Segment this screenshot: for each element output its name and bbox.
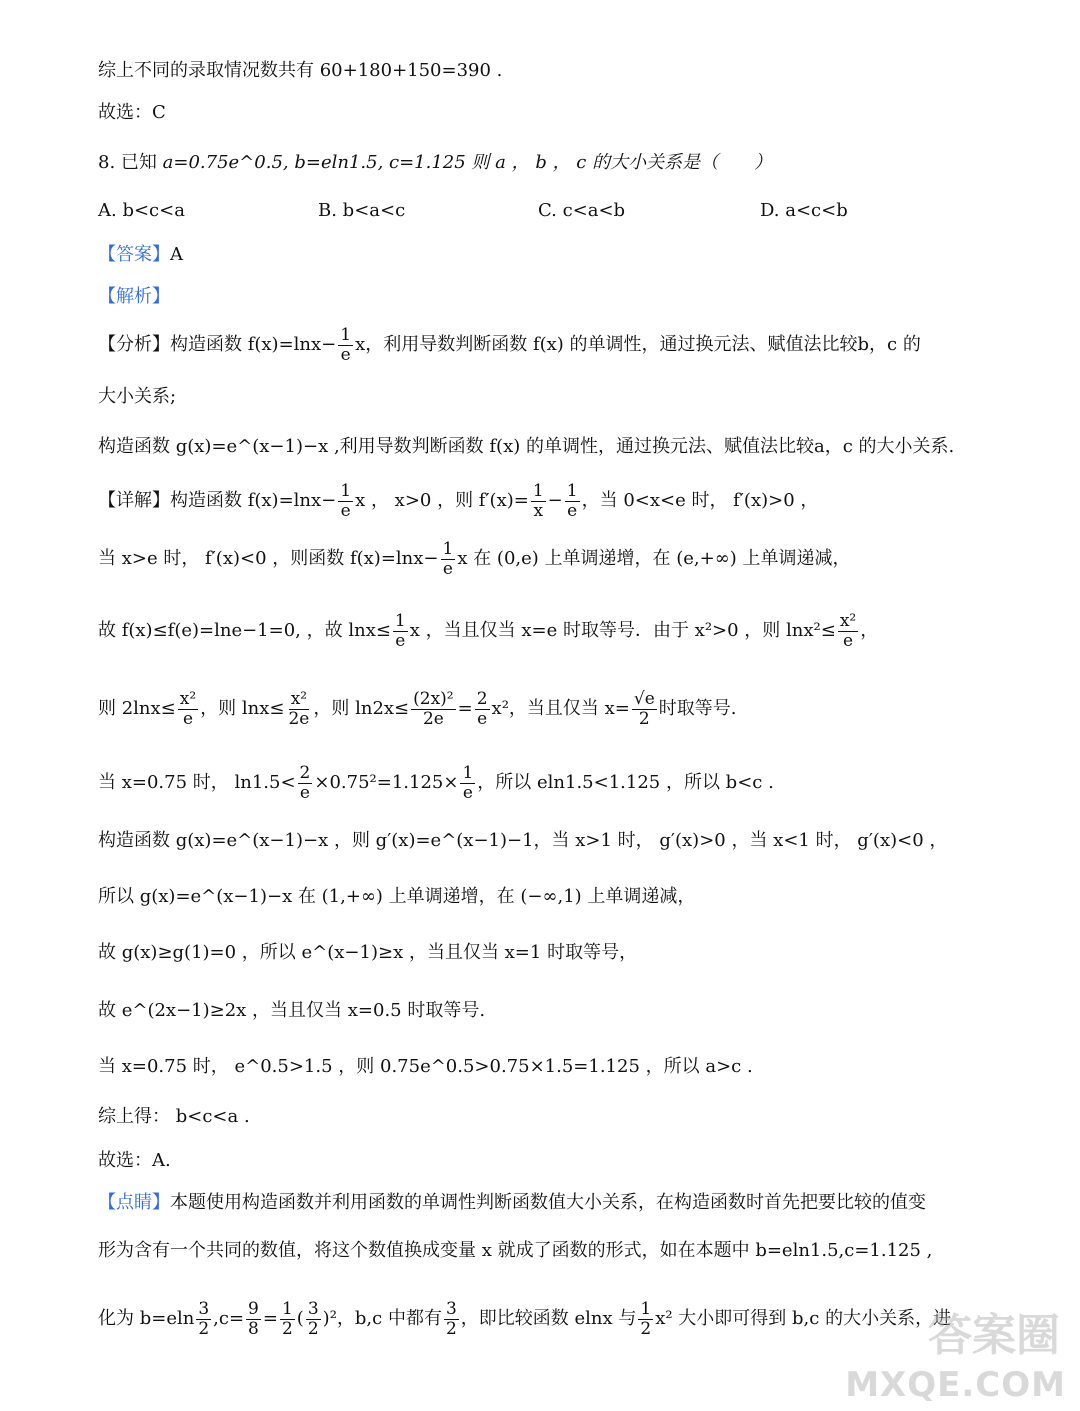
watermark-logo: 答案圈 bbox=[928, 1310, 1060, 1361]
dianjing-line-1: 【点睛】本题使用构造函数并利用函数的单调性判断函数值大小关系，在构造函数时首先把要比较的值变 bbox=[98, 1192, 926, 1213]
fraction: $\frac{3}{2}$ bbox=[198, 1299, 210, 1339]
inequality-line-2: 则 2lnx≤ $\frac{\text{x²}}{e}$ ，则 lnx≤ $\frac{\text{x²}}{2e}$ ，则 ln2x≤ $\frac{\text{(2x)²}}{2e}$ = $\frac{2}{e}$ x²，当且仅当 x= $\frac{√e}{2}$ 时取等号. bbox=[98, 689, 737, 729]
fraction: $\frac{1}{e}$ bbox=[394, 611, 406, 651]
fraction: $\frac{2}{e}$ bbox=[299, 763, 311, 803]
fraction: $\frac{\text{x²}}{e}$ bbox=[179, 689, 197, 729]
question-8: 8. 已知 a=0.75e^0.5, b=eln1.5, c=1.125 则 a ， b ， c 的大小关系是（ ） bbox=[98, 152, 773, 173]
g-ineq-line-2: 故 e^(2x−1)≥2x ，当且仅当 x=0.5 时取等号. bbox=[98, 1000, 486, 1021]
answer-value: A bbox=[170, 244, 183, 265]
dianjing-line-3: 化为 b=eln $\frac{3}{2}$ ,c= $\frac{9}{8}$ = $\frac{1}{2}$ ( $\frac{3}{2}$ )²，b,c 中都有 $\frac{3}{2}$ ，即比较函数 elnx 与 $\frac{1}{2}$ x² 大小即可得到 b,c 的大小关系，进 bbox=[98, 1299, 952, 1339]
fenxi-line-2: 大小关系; bbox=[98, 386, 177, 407]
fraction: $\frac{\text{x²}}{e}$ bbox=[839, 611, 857, 651]
compare-ac-line: 当 x=0.75 时， e^0.5>1.5 ，则 0.75e^0.5>0.75×1.5=1.125 ，所以 a>c . bbox=[98, 1056, 753, 1077]
fraction: $\frac{1}{e}$ bbox=[462, 763, 474, 803]
answer-tag: 【答案】 bbox=[98, 244, 170, 265]
g-ineq-line: 故 g(x)≥g(1)=0 ，所以 e^(x−1)≥x ，当且仅当 x=1 时取等号， bbox=[98, 942, 638, 963]
g-construct-line: 构造函数 g(x)=e^(x−1)−x ,利用导数判断函数 f(x) 的单调性，通过换元法、赋值法比较a，c 的大小关系. bbox=[98, 436, 955, 457]
fraction: $\frac{1}{e}$ bbox=[442, 539, 454, 579]
watermark-site: MXQE.COM bbox=[845, 1365, 1066, 1405]
fraction: $\frac{1}{2}$ bbox=[281, 1299, 293, 1339]
option-b: B. b<a<c bbox=[318, 200, 406, 221]
g-monotonic-line: 所以 g(x)=e^(x−1)−x 在 (1,+∞) 上单调递增，在 (−∞,1) 上单调递减， bbox=[98, 886, 696, 907]
fraction: $\frac{\text{(2x)²}}{2e}$ bbox=[413, 689, 454, 729]
fraction: $\frac{1}{2}$ bbox=[640, 1299, 652, 1339]
option-a: A. b<c<a bbox=[98, 200, 185, 221]
g-derivative-line: 构造函数 g(x)=e^(x−1)−x ，则 g′(x)=e^(x−1)−1，当 x>1 时， g′(x)>0 ，当 x<1 时， g′(x)<0 ， bbox=[98, 830, 948, 851]
watermark bbox=[845, 1299, 1066, 1409]
conclusion-line: 综上得： b<c<a . bbox=[98, 1106, 250, 1127]
fraction: $\frac{3}{2}$ bbox=[307, 1299, 319, 1339]
fraction: $\frac{3}{2}$ bbox=[445, 1299, 457, 1339]
line-choose-c: 故选：C bbox=[98, 102, 166, 123]
option-d: D. a<c<b bbox=[760, 200, 848, 221]
fraction: $\frac{1}{e}$ bbox=[340, 325, 352, 365]
fraction: $\frac{9}{8}$ bbox=[248, 1299, 259, 1339]
fenxi-line: 【分析】构造函数 f(x)=lnx− $\frac{1}{e}$ x，利用导数判断函数 f(x) 的单调性，通过换元法、赋值法比较b，c 的 bbox=[98, 325, 921, 365]
inequality-line-1: 故 f(x)≤f(e)=lne−1=0, ，故 lnx≤ $\frac{1}{e}$ x ，当且仅当 x=e 时取等号．由于 x²>0 ，则 lnx²≤ $\frac{\text{x²}}{e}$ ， bbox=[98, 611, 879, 651]
option-c: C. c<a<b bbox=[538, 200, 626, 221]
line-summary: 综上不同的录取情况数共有 60+180+150=390 . bbox=[98, 60, 503, 81]
dianjing-line-2: 形为含有一个共同的数值，将这个数值换成变量 x 就成了函数的形式，如在本题中 b=eln1.5,c=1.125 , bbox=[98, 1240, 933, 1261]
analysis-tag: 【解析】 bbox=[98, 286, 170, 307]
fraction: $\frac{\text{x²}}{2e}$ bbox=[288, 689, 310, 729]
monotonic-line: 当 x>e 时， f′(x)<0 ，则函数 f(x)=lnx− $\frac{1}{e}$ x 在 (0,e) 上单调递增，在 (e,+∞) 上单调递减， bbox=[98, 539, 851, 579]
detail-line: 【详解】构造函数 f(x)=lnx− $\frac{1}{e}$ x ， x>0 ，则 f′(x)= $\frac{1}{x}$ − $\frac{1}{e}$ ，当 0<x<e 时， f′(x)>0 ， bbox=[98, 481, 819, 521]
fraction: $\frac{1}{e}$ bbox=[566, 481, 578, 521]
answer-line bbox=[98, 244, 183, 266]
fraction: $\frac{2}{e}$ bbox=[476, 689, 488, 729]
fraction: $\frac{1}{x}$ bbox=[532, 481, 544, 521]
choose-a-line: 故选：A. bbox=[98, 1150, 171, 1171]
fraction: $\frac{√e}{2}$ bbox=[633, 689, 655, 729]
compare-bc-line: 当 x=0.75 时， ln1.5< $\frac{2}{e}$ ×0.75²=1.125× $\frac{1}{e}$ ，所以 eln1.5<1.125 ，所以 b<c . bbox=[98, 763, 774, 803]
fraction: $\frac{1}{e}$ bbox=[340, 481, 352, 521]
